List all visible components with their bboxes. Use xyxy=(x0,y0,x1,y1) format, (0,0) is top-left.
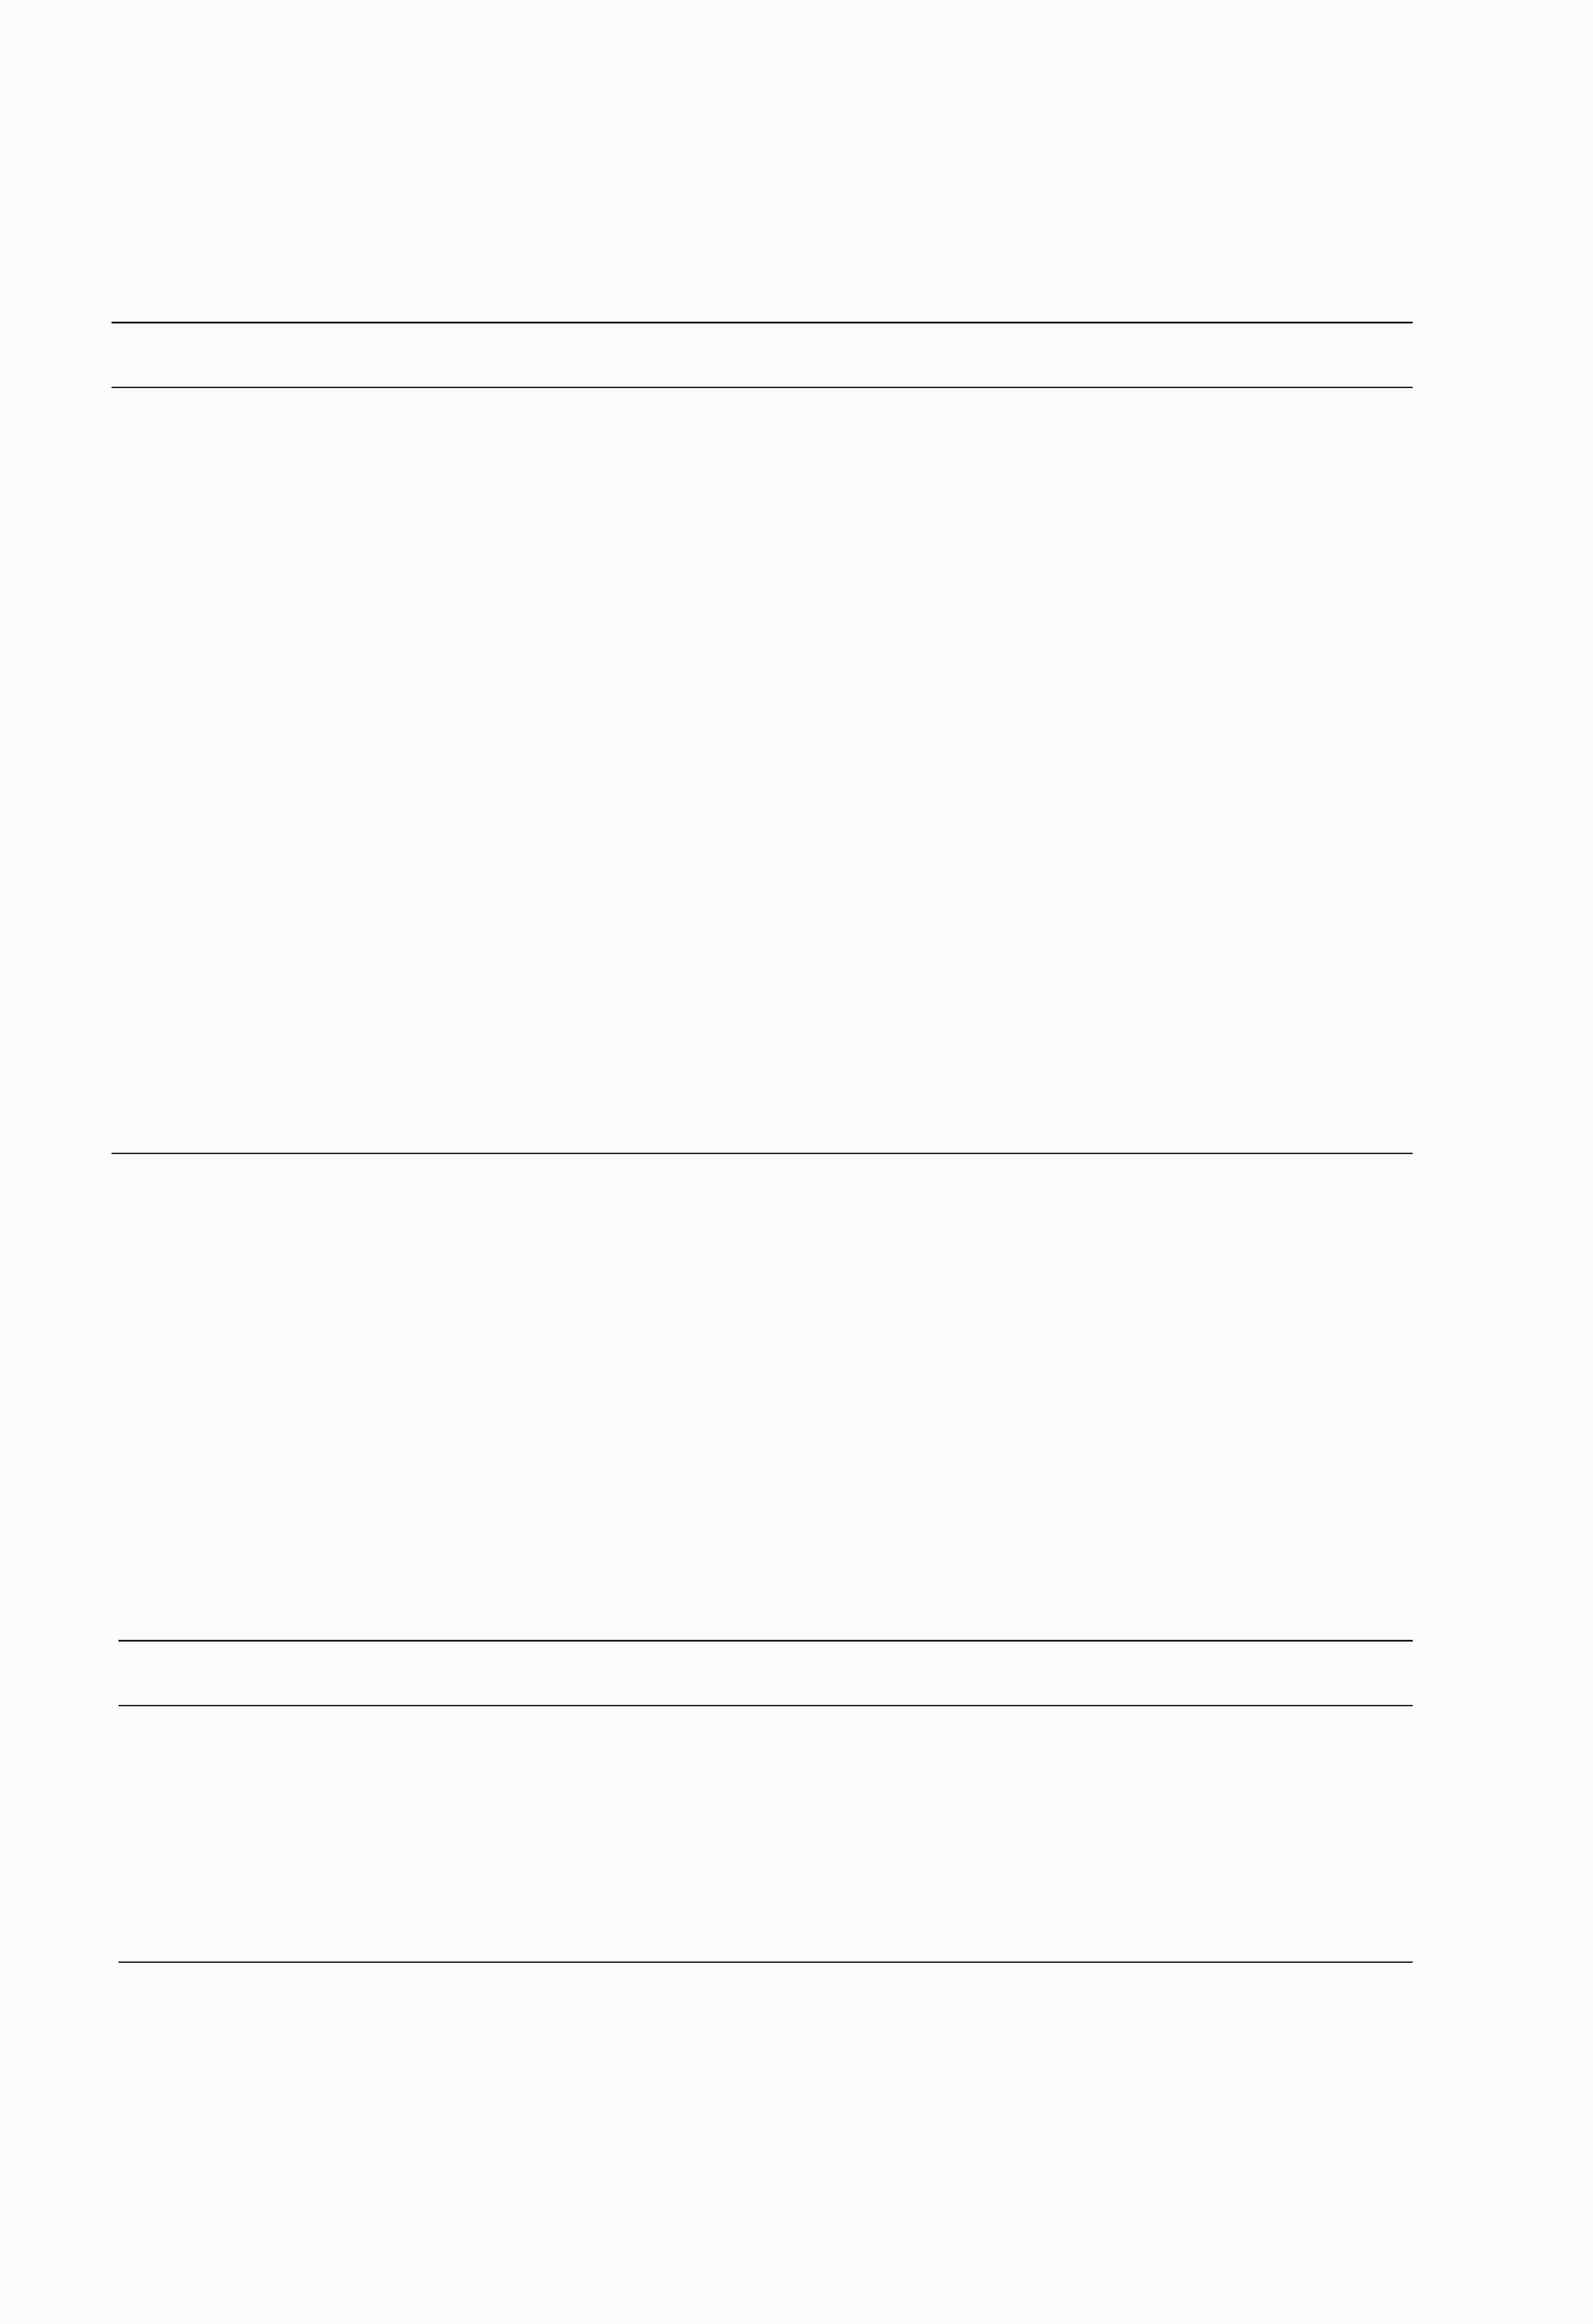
table10-top-rule xyxy=(112,322,1413,324)
table10-bottom-rule xyxy=(112,1153,1413,1154)
table11-top-rule xyxy=(118,1640,1413,1642)
running-head xyxy=(0,149,1593,181)
table11-header-rule xyxy=(118,1705,1413,1706)
table11-bottom-rule xyxy=(118,1961,1413,1963)
table10-header-rule xyxy=(112,387,1413,388)
